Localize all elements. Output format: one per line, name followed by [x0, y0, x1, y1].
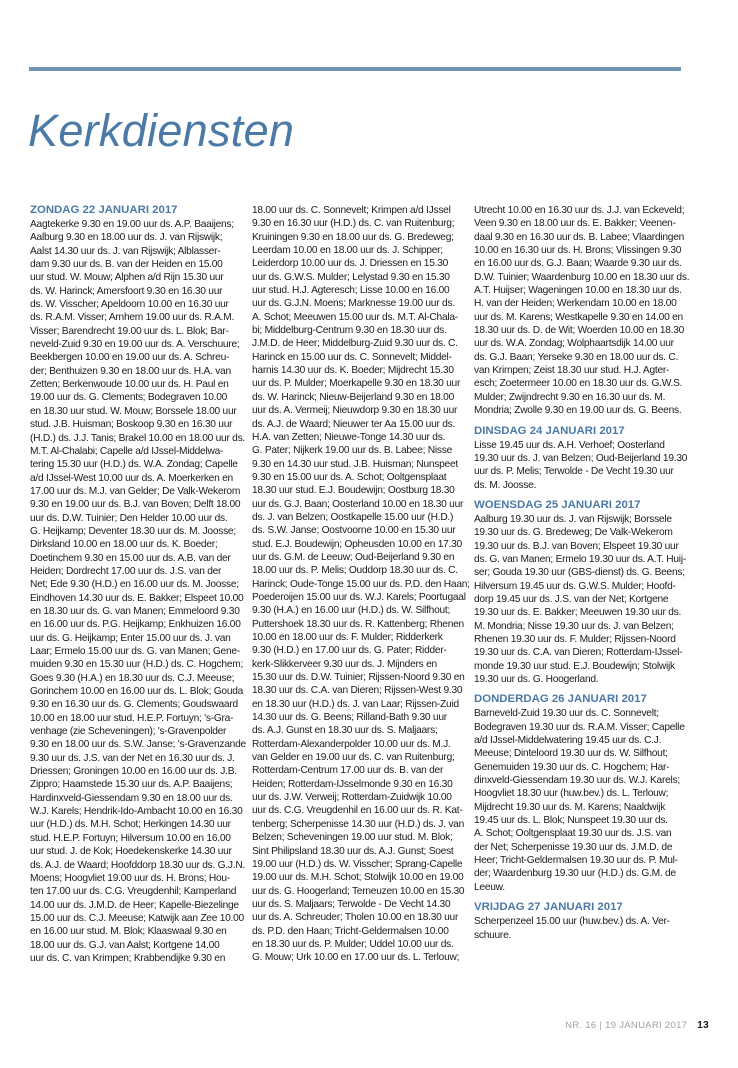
listing-line: H.A. van Zetten; Nieuwe-Tonge 14.30 uur ds.: [252, 431, 446, 443]
listing-line: 14.30 uur ds. G. Beens; Rilland-Bath 9.30 uur: [252, 712, 447, 724]
listing-line: muiden 9.30 en 15.30 uur (H.D.) ds. C. Hogchem;: [30, 659, 244, 671]
column-1: [30, 203, 246, 965]
listing-line: ds. J. van Belzen; Oostkapelle 15.00 uur (H.D.): [252, 511, 454, 523]
page-title: Kerkdiensten: [28, 105, 295, 156]
listing-line: Mulder; Zwijndrecht 9.30 en 16.30 uur ds. M.: [474, 391, 666, 403]
listing-line: 9.30 uur ds. J.S. van der Net en 16.30 uur ds. J.: [30, 752, 235, 764]
listing-line: Scherpenzeel 15.00 uur (huw.bev.) ds. A. Ver-: [474, 916, 670, 928]
column-3: [474, 204, 690, 942]
listing-line: uur ds. A. Vermeij; Nieuwdorp 9.30 en 18.30 uur: [252, 405, 458, 417]
listing-line: stud. J.B. Huisman; Boskoop 9.30 en 16.30 uur: [30, 419, 233, 431]
listing-line: 10.00 en 16.30 uur ds. H. Brons; Vlissingen 9.30: [474, 245, 682, 257]
listing-line: Laar; Ermelo 15.00 uur ds. G. van Manen; Gene-: [30, 646, 240, 657]
listing-line: ds. R.A.M. Visser; Arnhem 19.00 uur ds. R.A.M.: [30, 312, 235, 324]
listing-line: der; Benthuizen 9.30 en 18.00 uur ds. H.A. van: [30, 365, 231, 377]
listing-line: uur ds. G.W.S. Mulder; Lelystad 9.30 en 15.30: [252, 271, 450, 283]
listing-line: 10.00 en 18.00 uur ds. F. Mulder; Ridderkerk: [252, 632, 443, 643]
listing-line: 19.00 uur ds. G. Clements; Bodegraven 10.00: [30, 392, 228, 404]
listing-line: schuure.: [474, 929, 512, 941]
listing-line: 18.30 uur ds. D. de Wit; Woerden 10.00 en 18.30: [474, 325, 685, 337]
listing-line: daal 9.30 en 16.30 uur ds. B. Labee; Vlaardingen: [474, 231, 685, 243]
listing-line: en 18.30 uur (H.D.) ds. J. van Laar; Rijssen-Zuid: [252, 698, 459, 710]
listing-line: G. Pater; Nijkerk 19.00 uur ds. B. Labee; Nisse: [252, 445, 453, 457]
listing-line: Goes 9.30 (H.A.) en 18.30 uur ds. C.J. Meeuse;: [30, 672, 235, 684]
listing-line: en 18.30 uur stud. W. Mouw; Borssele 18.00 uur: [30, 405, 237, 417]
listing-line: bi; Middelburg-Centrum 9.30 en 18.30 uur ds.: [252, 325, 447, 337]
listing-line: 15.30 uur ds. D.W. Tuinier; Rijssen-Noord 9.30 en: [252, 672, 465, 684]
listing-line: van Krimpen; Zeist 18.30 uur stud. H.J. Agter-: [474, 365, 670, 377]
listing-line: ds. P.D. den Haan; Tricht-Geldermalsen 10.00: [252, 925, 449, 937]
listing-line: Gorinchem 10.00 en 16.00 uur ds. L. Blok; Gouda: [30, 686, 244, 698]
listing-line: Rotterdam-Centrum 17.00 uur ds. B. van der: [252, 765, 444, 777]
listing-line: uur ds. G. Hoogerland; Terneuzen 10.00 en 15.30: [252, 885, 465, 897]
listing-line: van Gelder en 19.00 uur ds. C. van Ruitenburg;: [252, 752, 455, 764]
page-number: 13: [697, 1020, 709, 1031]
listing-line: ds. W. Harinck; Amersfoort 9.30 en 16.30 uur: [30, 285, 223, 297]
listing-line: Dirksland 10.00 en 18.00 uur ds. K. Boeder;: [30, 539, 218, 551]
listing-line: Meeuse; Dinteloord 19.30 uur ds. W. Silfhout;: [474, 748, 668, 760]
listing-line: Kruiningen 9.30 en 18.00 uur ds. G. Bredeweg;: [252, 231, 454, 243]
listing-line: Aalst 14.30 uur ds. J. van Rijswijk; Alblasser-: [30, 245, 221, 257]
listing-line: 9.30 en 16.30 uur (H.D.) ds. C. van Ruitenburg;: [252, 218, 455, 230]
listing-line: uur ds. P. Mulder; Moerkapelle 9.30 en 18.30 uur: [252, 378, 461, 390]
listing-line: 19.30 uur ds. B.J. van Boven; Elspeet 19.30 uur: [474, 540, 679, 552]
listing-line: a/d IJssel-West 10.00 uur ds. A. Moerkerken en: [30, 472, 233, 484]
day-heading-zondag: ZONDAG 22 JANUARI 2017: [30, 204, 178, 216]
listing-line: ds. G. van Manen; Ermelo 19.30 uur ds. A.T. Huij-: [474, 553, 686, 565]
listing-line: uur ds. D.W. Tuinier; Den Helder 10.00 uur ds.: [30, 512, 228, 524]
listing-line: stud. E.J. Boudewijn; Opheusden 10.00 en 17.30: [252, 538, 462, 550]
listing-line: Driessen; Groningen 10.00 en 16.00 uur ds. J.B.: [30, 766, 237, 778]
listing-line: Heer; Tricht-Geldermalsen 19.30 uur ds. P. Mul-: [474, 855, 678, 867]
listing-line: stud. H.E.P. Fortuyn; Hilversum 10.00 en 16.00: [30, 832, 231, 844]
listing-line: Heiden; Dordrecht 17.00 uur ds. J.S. van der: [30, 565, 222, 577]
listing-line: Zippro; Haamstede 15.30 uur ds. A.P. Baaijens;: [30, 779, 233, 791]
listing-line: kerk-Slikkerveer 9.30 uur ds. J. Mijnders en: [252, 658, 437, 670]
listing-line: venhage (zie Scheveningen); 's-Gravenpolder: [30, 726, 227, 738]
column-2: [252, 204, 470, 965]
listing-line: W.J. Karels; Hendrik-Ido-Ambacht 10.00 en 16.30: [30, 806, 243, 818]
listing-line: der; Waardenburg 19.30 uur (H.D.) ds. G.M. de: [474, 868, 676, 880]
listing-line: D.W. Tuinier; Waardenburg 10.00 en 18.30 uur ds.: [474, 271, 690, 283]
listing-line: uur (H.D.) ds. M.H. Schot; Herkingen 14.30 uur: [30, 819, 231, 831]
listing-line: a/d IJssel-Middelwatering 19.45 uur ds. C.J.: [474, 735, 662, 747]
listing-line: en 18.30 uur ds. G. van Manen; Emmeloord 9.30: [30, 605, 240, 617]
listing-line: Doetinchem 9.30 en 15.00 uur ds. A.B. van der: [30, 552, 231, 564]
listing-line: dorp 19.45 uur ds. J.S. van der Net; Kortgene: [474, 593, 669, 605]
listing-line: 19.00 uur ds. M.H. Schot; Stolwijk 10.00 en 19.00: [252, 872, 464, 884]
listing-line: 18.30 uur ds. C.A. van Dieren; Rijssen-West 9.30: [252, 685, 463, 697]
listing-line: J.M.D. de Heer; Middelburg-Zuid 9.30 uur ds. C.: [252, 338, 458, 350]
listing-line: Aalburg 19.30 uur ds. J. van Rijswijk; Borssele: [474, 513, 672, 525]
listing-line: A.T. Huijser; Wageningen 10.00 en 18.30 uur ds.: [474, 285, 682, 297]
listing-line: Zetten; Berkenwoude 10.00 uur ds. H. Paul en: [30, 379, 229, 391]
listing-line: 19.30 uur ds. G. Bredeweg; De Valk-Wekerom: [474, 527, 673, 539]
issue-label: NR. 16 | 19 JANUARI 2017: [565, 1020, 688, 1031]
listing-line: tenberg; Scherpenisse 14.30 uur (H.D.) ds. J. van: [252, 818, 464, 830]
listing-line: H. van der Heiden; Werkendam 10.00 en 18.00: [474, 298, 677, 310]
listing-line: Leiderdorp 10.00 uur ds. J. Driessen en 15.30: [252, 258, 449, 270]
listing-line: Veen 9.30 en 18.00 uur ds. E. Bakker; Veenen-: [474, 218, 676, 230]
listing-line: Hoogvliet 18.30 uur (huw.bev.) ds. L. Terlouw;: [474, 788, 669, 800]
listing-line: Belzen; Scheveningen 19.00 uur stud. M. Blok;: [252, 832, 453, 844]
listing-line: A. Schot; Ooltgensplaat 19.30 uur ds. J.S. van: [474, 828, 672, 840]
listing-line: uur stud. J. de Kok; Hoedekenskerke 14.30 uur: [30, 846, 232, 858]
listing-line: uur stud. H.J. Agteresch; Lisse 10.00 en 16.00: [252, 285, 450, 297]
listing-line: en 16.00 uur ds. P.G. Heijkamp; Enkhuizen 16.00: [30, 619, 241, 631]
listing-line: G. Heijkamp; Deventer 18.30 uur ds. M. Joosse;: [30, 525, 236, 537]
listing-line: uur ds. C.G. Vreugdenhil en 16.00 uur ds. R. Kat-: [252, 805, 463, 817]
listing-line: uur ds. M. Karens; Westkapelle 9.30 en 14.00 en: [474, 311, 683, 323]
listing-line: 9.30 en 19.00 uur ds. B.J. van Boven; Delft 18.00: [30, 499, 241, 511]
day-heading-dinsdag: DINSDAG 24 JANUARI 2017: [474, 424, 625, 437]
listing-line: uur ds. G. Heijkamp; Enter 15.00 uur ds. J. van: [30, 632, 231, 644]
listing-line: 19.30 uur ds. C.A. van Dieren; Rotterdam-IJssel-: [474, 647, 683, 659]
listing-line: uur ds. W.A. Zondag; Wolphaartsdijk 14.00 uur: [474, 338, 674, 350]
listing-line: uur ds. G.J. Baan; Oosterland 10.00 en 18.30 uur: [252, 498, 464, 510]
listing-line: ten 17.00 uur ds. C.G. Vreugdenhil; Kamperland: [30, 886, 237, 898]
listing-line: uur ds. G.J.N. Moens; Marknesse 19.00 uur ds.: [252, 298, 455, 310]
listing-line: ds. A.J. de Waard; Hoofddorp 18.30 uur ds. G.J.N.: [30, 859, 246, 871]
listing-line: M.T. Al-Chalabi; Capelle a/d IJssel-Middelwa-: [30, 445, 224, 457]
listing-line: Leerdam 10.00 en 18.00 uur ds. J. Schipper;: [252, 245, 443, 257]
listing-line: Leeuw.: [474, 881, 505, 893]
listing-line: Lisse 19.45 uur ds. A.H. Verhoef; Oosterland: [474, 439, 665, 451]
listing-line: 18.00 uur ds. G.J. van Aalst; Kortgene 14.00: [30, 939, 220, 951]
page-footer: [565, 1020, 709, 1031]
listing-line: Aagtekerke 9.30 en 19.00 uur ds. A.P. Baaijens;: [30, 219, 234, 230]
listing-line: 9.30 en 16.30 uur ds. G. Clements; Goudswaard: [30, 699, 238, 711]
listing-line: Barneveld-Zuid 19.30 uur ds. C. Sonnevelt;: [474, 708, 659, 720]
listing-line: 19.30 uur ds. E. Bakker; Meeuwen 19.30 uur ds.: [474, 607, 682, 619]
listing-line: dam 9.30 uur ds. B. van der Heiden en 15.00: [30, 259, 223, 271]
listing-line: uur ds. A. Schreuder; Tholen 10.00 en 18.30 uur: [252, 912, 459, 924]
listing-line: der Net; Scherpenisse 19.30 uur ds. J.M.D. de: [474, 841, 673, 853]
listing-line: M. Mondria; Nisse 19.30 uur ds. J. van Belzen;: [474, 620, 674, 632]
listing-line: A. Schot; Meeuwen 15.00 uur ds. M.T. Al-Chala-: [252, 311, 458, 323]
listing-line: Harinck en 15.00 uur ds. C. Sonnevelt; Middel-: [252, 351, 452, 363]
listing-line: Mondria; Zwolle 9.30 en 19.00 uur ds. G. Beens.: [474, 405, 682, 417]
listing-line: Visser; Barendrecht 19.00 uur ds. L. Blok; Bar-: [30, 325, 229, 337]
listing-line: Utrecht 10.00 en 16.30 uur ds. J.J. van Eckeveld;: [474, 205, 685, 216]
listing-line: uur ds. P. Melis; Terwolde - De Vecht 19.30 uur: [474, 466, 674, 478]
listing-line: 9.30 en 14.30 uur stud. J.B. Huisman; Nunspeet: [252, 458, 458, 470]
listing-line: monde 19.30 uur stud. E.J. Boudewijn; Stolwijk: [474, 660, 675, 672]
listing-line: 19.30 uur ds. G. Hoogerland.: [474, 674, 599, 685]
listing-line: ds. G.J. Baan; Yerseke 9.30 en 18.00 uur ds. C.: [474, 351, 679, 363]
listing-line: 9.30 en 18.00 uur ds. S.W. Janse; 's-Gravenzande: [30, 739, 246, 751]
listing-line: neveld-Zuid 9.30 en 19.00 uur ds. A. Verschuure;: [30, 339, 240, 351]
listing-line: uur ds. G.M. de Leeuw; Oud-Beijerland 9.30 en: [252, 551, 455, 563]
listing-line: G. Mouw; Urk 10.00 en 17.00 uur ds. L. Terlouw;: [252, 952, 460, 964]
listing-line: ds. W. Visscher; Apeldoorn 10.00 en 16.30 uur: [30, 299, 229, 311]
listing-line: esch; Zoetermeer 10.00 en 18.30 uur ds. G.W.S.: [474, 378, 683, 390]
listing-line: 18.00 uur ds. P. Melis; Ouddorp 18.30 uur ds. C.: [252, 565, 458, 577]
listing-line: Aalburg 9.30 en 18.00 uur ds. J. van Rijswijk;: [30, 232, 223, 244]
day-heading-woensdag: WOENSDAG 25 JANUARI 2017: [474, 498, 641, 511]
listing-line: ds. M. Joosse.: [474, 479, 537, 491]
listing-line: Net; Ede 9.30 (H.D.) en 16.00 uur ds. M. Joosse;: [30, 579, 239, 591]
listing-line: 19.45 uur ds. L. Blok; Nunspeet 19.30 uur ds.: [474, 815, 668, 827]
listing-line: en 18.30 uur ds. P. Mulder; Uddel 10.00 uur ds.: [252, 938, 454, 950]
listing-line: 9.30 (H.D.) en 17.00 uur ds. G. Pater; Ridder-: [252, 645, 447, 657]
listing-line: Puttershoek 18.30 uur ds. R. Kattenberg; Rhenen: [252, 618, 464, 630]
listing-line: 19.30 uur ds. J. van Belzen; Oud-Beijerland 19.30: [474, 452, 688, 464]
listing-line: ds. S.W. Janse; Oostvoorne 10.00 en 15.30 uur: [252, 525, 456, 537]
listing-line: Eindhoven 14.30 uur ds. E. Bakker; Elspeet 10.00: [30, 592, 244, 604]
listing-line: Poederoijen 15.00 uur ds. W.J. Karels; Poortugaal: [252, 591, 466, 603]
listing-line: tering 15.30 uur (H.D.) ds. W.A. Zondag; Capelle: [30, 459, 238, 471]
listing-line: 17.00 uur ds. M.J. van Gelder; De Valk-Wekerom: [30, 485, 241, 497]
listing-line: Moens; Hoogvliet 19.00 uur ds. H. Brons; Hou-: [30, 872, 230, 884]
listing-line: uur ds. C. van Krimpen; Krabbendijke 9.30 en: [30, 952, 226, 964]
listing-line: Sint Philipsland 18.30 uur ds. A.J. Gunst; Soest: [252, 845, 454, 857]
listing-line: Rhenen 19.30 uur ds. F. Mulder; Rijssen-Noord: [474, 633, 676, 645]
day-heading-donderdag: DONDERDAG 26 JANUARI 2017: [474, 693, 647, 706]
listing-line: ds. A.J. Gunst en 18.30 uur ds. S. Maljaars;: [252, 725, 438, 737]
listing-line: Mijdrecht 19.30 uur ds. M. Karens; Naaldwijk: [474, 801, 666, 813]
listing-line: (H.D.) ds. J.J. Tanis; Brakel 10.00 en 18.00 uur ds.: [30, 432, 246, 444]
listing-line: Hardinxveld-Giessendam 9.30 en 18.00 uur ds.: [30, 792, 233, 804]
listing-line: Hilversum 19.45 uur ds. G.W.S. Mulder; Hoofd-: [474, 580, 676, 592]
listing-line: Rotterdam-Alexanderpolder 10.00 uur ds. M.J.: [252, 738, 451, 750]
listing-line: Genemuiden 19.30 uur ds. C. Hogchem; Har-: [474, 761, 670, 773]
listing-line: ser; Gouda 19.30 uur (GBS-dienst) ds. G. Beens;: [474, 567, 685, 579]
listing-line: Heiden; Rotterdam-IJsselmonde 9.30 en 16.30: [252, 778, 453, 790]
listing-line: ds. W. Harinck; Nieuw-Beijerland 9.30 en 18.00: [252, 391, 454, 403]
listing-line: 14.00 uur ds. J.M.D. de Heer; Kapelle-Biezelinge: [30, 899, 239, 911]
listing-line: 9.30 en 15.00 uur ds. A. Schot; Ooltgensplaat: [252, 471, 447, 483]
listing-line: harnis 14.30 uur ds. K. Boeder; Mijdrecht 15.30: [252, 365, 454, 377]
listing-line: 10.00 en 18.00 uur stud. H.E.P. Fortuyn; 's-Gra-: [30, 712, 234, 724]
listing-line: uur ds. J.W. Verweij; Rotterdam-Zuidwijk 10.00: [252, 792, 452, 804]
day-heading-vrijdag: VRIJDAG 27 JANUARI 2017: [474, 901, 623, 914]
listing-line: 18.30 uur stud. E.J. Boudewijn; Oostburg 18.30: [252, 485, 455, 497]
listing-line: 18.00 uur ds. C. Sonnevelt; Krimpen a/d IJssel: [252, 205, 451, 216]
listing-line: Bodegraven 19.30 uur ds. R.A.M. Visser; Capelle: [474, 721, 685, 733]
listing-line: 15.00 uur ds. C.J. Meeuse; Katwijk aan Zee 10.00: [30, 912, 244, 924]
listing-line: 9.30 (H.A.) en 16.00 uur (H.D.) ds. W. Silfhout;: [252, 605, 451, 617]
listing-line: uur ds. S. Maljaars; Terwolde - De Vecht 14.30: [252, 898, 451, 910]
listing-line: en 16.00 uur stud. M. Blok; Klaaswaal 9.30 en: [30, 926, 227, 938]
listing-line: Beekbergen 10.00 en 19.00 uur ds. A. Schreu-: [30, 352, 230, 364]
listing-line: uur stud. W. Mouw; Alphen a/d Rijn 15.30 uur: [30, 272, 224, 284]
top-rule: [29, 67, 681, 71]
listing-line: 19.00 uur (H.D.) ds. W. Visscher; Sprang-Capelle: [252, 858, 463, 870]
listing-line: Harinck; Oude-Tonge 15.00 uur ds. P.D. den Haan;: [252, 578, 470, 590]
listing-line: ds. A.J. de Waard; Nieuwer ter Aa 15.00 uur ds.: [252, 418, 456, 430]
listing-line: en 16.00 uur ds. G.J. Baan; Waarde 9.30 uur ds.: [474, 258, 682, 270]
listing-line: dinxveld-Giessendam 19.30 uur ds. W.J. Karels;: [474, 775, 680, 787]
